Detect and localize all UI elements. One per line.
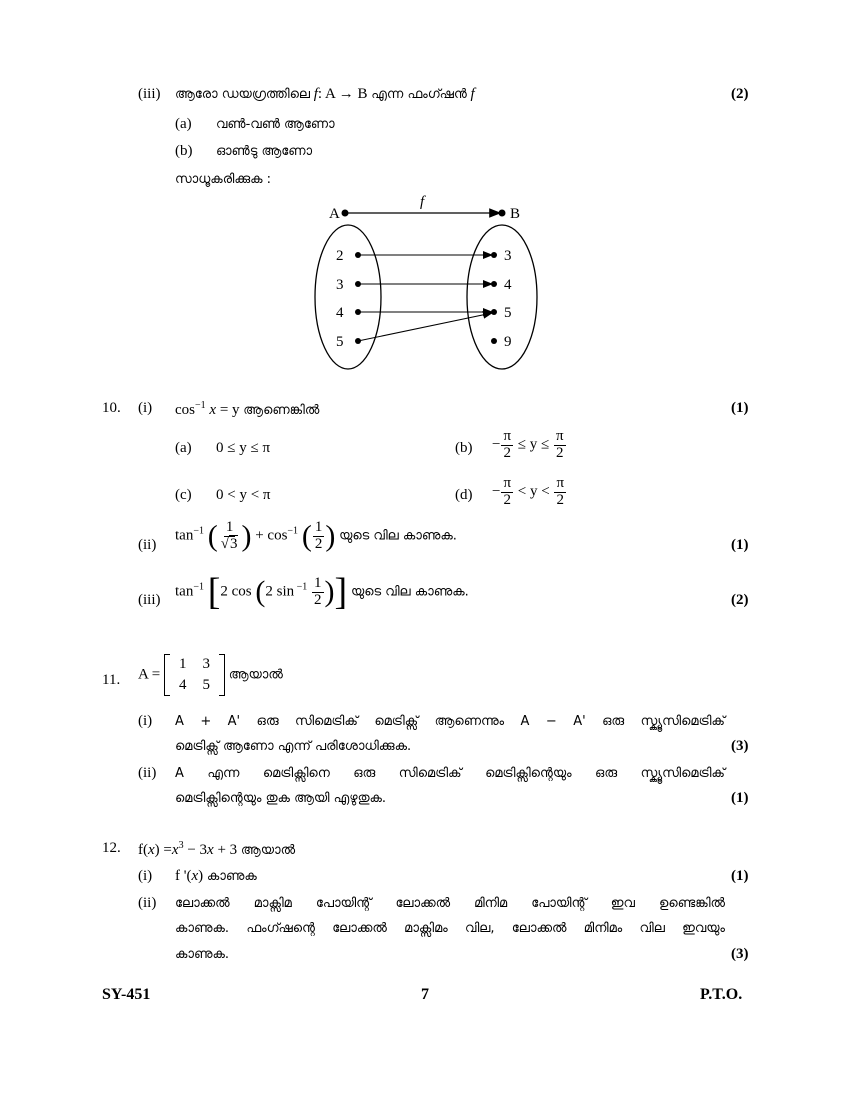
q11-i-line1: A + A' ഒരു സിമെട്രിക് മെട്രിക്സ് ആണെന്നും A − A' ഒരു സ്ക്യൂസിമെട്രിക് [175,714,725,729]
q10-i-text: ആണെങ്കിൽ [243,403,320,418]
set-b-elements [491,248,512,350]
numerator: π [556,428,564,444]
fraction [501,476,513,509]
arrow-diagram [300,190,560,380]
q12-ii-line2: കാണുക. ഫംഗ്ഷന്റെ ലോക്കൽ മാക്സിമം വില, ലോക്കൽ മിനിമം വില ഇവയും [175,921,725,936]
q10-i-sup: −1 [195,400,206,411]
b-element: 5 [504,305,512,321]
function-arrow-label: f [420,194,425,210]
two-cos: 2 cos [220,583,252,600]
q12-ii-label: (ii) [138,895,157,911]
numerator: 1 [314,574,322,591]
exponent: 3 [178,840,184,851]
f-prime: f '( [175,868,192,884]
inequality: ≤ y ≤ [517,436,550,453]
matrix-cell: 3 [202,656,210,672]
q11-i-marks: (3) [731,738,749,754]
q10-i-a-label: (a) [175,440,192,456]
q9-iii-f2: f [470,86,475,102]
b-dot [491,338,497,344]
q12-ii-line1: ലോക്കൽ മാക്സിമ പോയിന്റ് ലോക്കൽ മിനിമ പോയിന്റ് ഇവ ഉണ്ടെങ്കിൽ [175,896,725,911]
q9-iii-marks: (2) [731,86,749,102]
q9-iii-a-text: വൺ-വൺ ആണോ [216,117,335,132]
fraction [554,476,566,509]
inverse-sup: −1 [193,581,204,593]
q9-iii-mapping: : A → B [317,86,368,102]
numerator: π [503,428,512,444]
fraction [312,576,324,609]
q10-ii-label: (ii) [138,537,157,553]
paren: ( [207,519,218,553]
tan-fn: tan [175,527,194,544]
paren: ( [301,519,312,553]
q11-ii-label: (ii) [138,765,157,781]
q11-ii-line2: മെട്രിക്സിന്റെയും തുക ആയി എഴുതുക. [175,791,387,806]
set-a-ellipse [315,225,381,369]
q10-ii-expr [175,520,457,553]
q10-iii-marks: (2) [731,592,749,608]
bracket: [ [207,571,221,613]
close-paren: ) [198,868,204,884]
set-b-dot [499,210,506,217]
q12-ii-marks: (3) [731,946,749,962]
q9-iii-b-text: ഓൺടു ആണോ [216,144,313,159]
var-x: x [171,842,179,858]
a-element: 5 [336,334,344,350]
q9-iii-b-label: (b) [175,143,193,159]
q11-text: ആയാൽ [228,667,283,683]
matrix-a [164,654,225,696]
numerator: 1 [225,519,234,535]
q10-iii-label: (iii) [138,592,161,608]
matrix-cell: 4 [178,677,187,693]
a-element: 4 [336,305,344,321]
q9-iii-text2: എന്ന ഫംഗ്ഷൻ [371,87,467,102]
inverse-sup: −1 [193,525,204,537]
q11-i-label: (i) [138,713,153,729]
var-x: x [207,842,214,858]
q10-i-a-expr: 0 ≤ y ≤ π [216,440,271,456]
q10-iii-text: യുടെ വില കാണുക. [350,584,469,600]
q12-ii-line3: കാണുക. [175,947,230,962]
var-x: x [148,842,155,858]
fraction [219,520,241,553]
b-element: 4 [504,277,512,293]
var-x: x [191,868,199,884]
fraction [313,520,325,553]
minus-sign: − [492,436,501,453]
q12-i-marks: (1) [731,868,749,884]
pto-label: P.T.O. [700,986,743,1003]
minus-sign: − [492,483,501,500]
bracket: ] [334,571,348,613]
paren: ) [325,519,336,553]
q11-ii-marks: (1) [731,790,749,806]
q10-i-c-label: (c) [175,487,192,503]
b-element: 9 [504,334,512,350]
denominator: 2 [314,591,322,608]
q9-iii-text: ആരോ ഡയഗ്രത്തിലെ [175,87,310,102]
fraction [554,429,566,462]
f-close: ) = [154,842,172,858]
q9-iii-a-label: (a) [175,116,192,132]
denominator: 2 [503,444,511,461]
plus-three: + 3 [213,842,238,858]
paren: ) [241,519,252,553]
f-open: f( [138,842,148,858]
set-b-ellipse [467,225,537,369]
q10-i-d-expr [492,476,567,509]
q12-number: 12. [102,840,121,856]
q10-ii-text: യുടെ വില കാണുക. [339,528,457,544]
q9-iii-justify: സാധൂകരിക്കുക : [175,172,272,187]
denominator: 2 [556,491,564,508]
q10-i-c-expr: 0 < y < π [216,487,271,503]
q10-i-b-label: (b) [455,440,473,456]
paren: ( [255,575,266,608]
q10-i-b-expr [492,429,567,462]
a-element: 2 [336,248,344,264]
q11-i-line2: മെട്രിക്സ് ആണോ എന്ന് പരിശോധിക്കുക. [175,739,412,754]
q10-i-marks: (1) [731,400,749,416]
q10-i-d-label: (d) [455,487,473,503]
q10-iii-expr [175,573,469,611]
q9-iii-label: (iii) [138,86,161,102]
q12-expr [138,840,295,859]
set-a-elements [336,248,361,350]
numerator: 1 [314,519,323,535]
a-equals: A = [138,666,161,683]
denominator: 2 [314,535,323,552]
q10-i-eq: = y [216,402,240,418]
q11-ii-line1: A എന്ന മെട്രിക്സിനെ ഒരു സിമെട്രിക് മെട്രിക്സിന്റെയും ഒരു സ്ക്യൂസിമെട്രിക് [175,766,725,781]
inverse-sup: −1 [294,581,308,593]
fraction [501,429,513,462]
q9-iii-question [175,86,475,103]
q9-iii-f: f [313,86,318,102]
q11-number: 11. [102,672,121,688]
minus-three: − 3 [183,842,208,858]
q10-i-label: (i) [138,400,153,416]
matrix-cell: 5 [202,677,210,693]
q10-number: 10. [102,400,121,416]
q12-i-label: (i) [138,868,153,884]
q11-matrix-expr [138,654,283,696]
b-element: 3 [504,248,512,264]
q10-ii-marks: (1) [731,537,749,553]
q10-i-cos: cos [175,402,195,418]
denominator: 2 [556,444,564,461]
inequality: < y < [517,483,550,500]
paper-code: SY-451 [102,986,151,1003]
tan-fn: tan [175,583,194,600]
inverse-sup: −1 [287,525,299,537]
matrix-cell: 1 [178,656,187,672]
plus-cos: + cos [255,527,288,544]
page-number: 7 [421,986,429,1003]
q12-i-text: കാണുക [206,869,257,884]
denominator: 2 [503,491,511,508]
q12-i-question [175,868,257,885]
q10-i-x: x [209,402,217,418]
a-element: 3 [336,277,344,293]
numerator: π [556,475,565,491]
two-sin: 2 sin [265,583,295,600]
numerator: π [503,475,512,491]
q12-text: ആയാൽ [240,843,296,858]
radicand: 3 [229,535,238,552]
set-b-label: B [510,206,521,222]
paren: ) [324,575,335,608]
denominator: √3 [220,535,238,552]
q10-i-question [175,400,319,419]
set-a-label: A [329,206,340,222]
